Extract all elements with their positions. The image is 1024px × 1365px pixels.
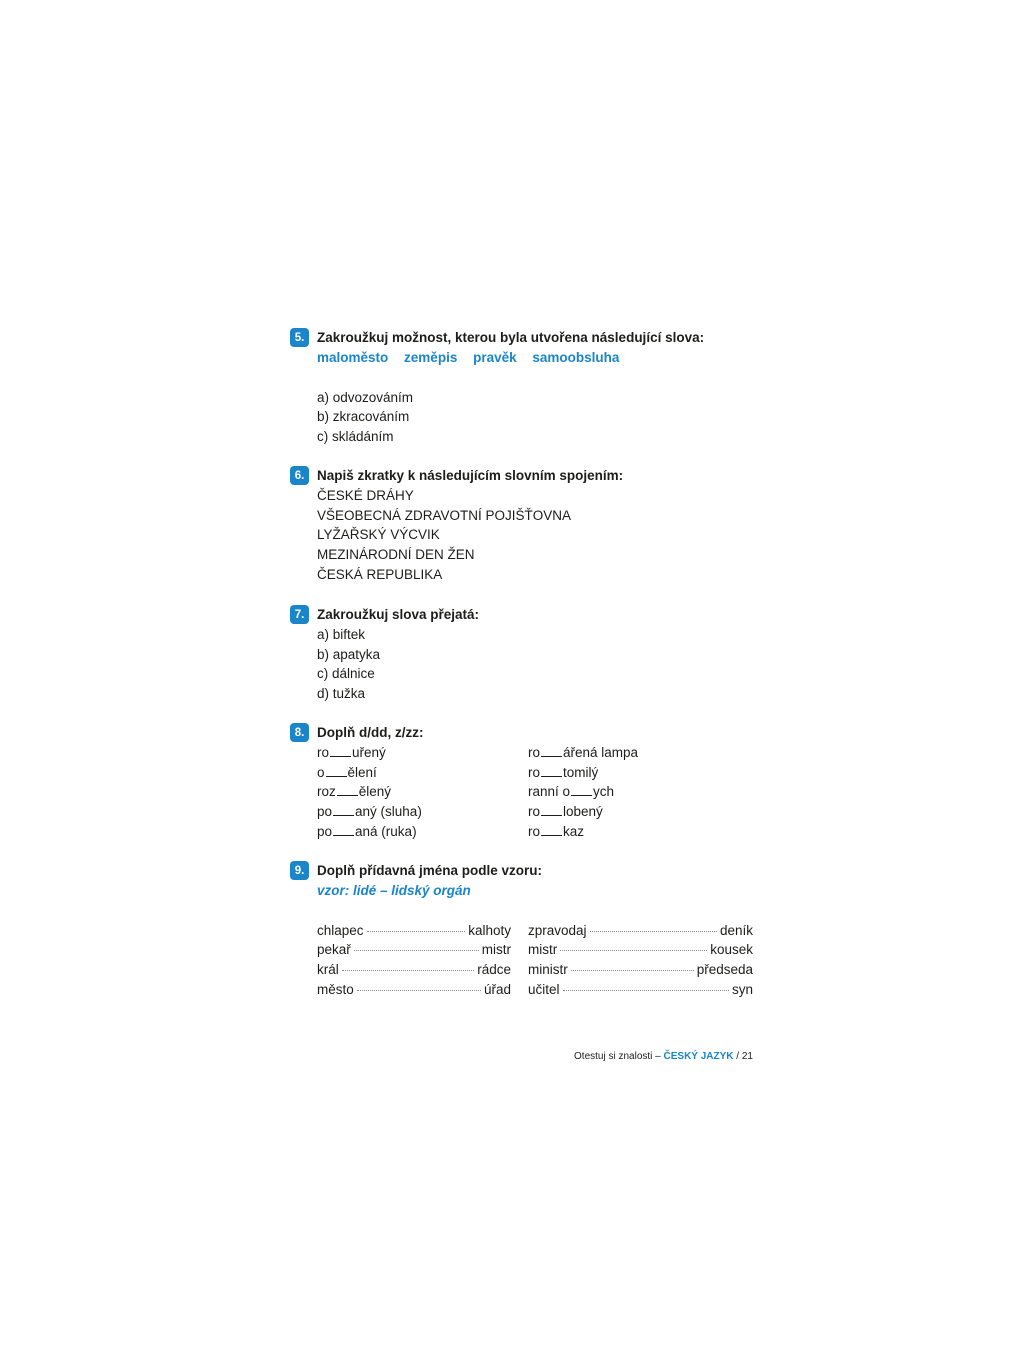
word: pravěk xyxy=(473,350,517,365)
option[interactable]: d) tužka xyxy=(317,686,366,702)
task-5 xyxy=(290,328,760,447)
fill-column-left xyxy=(317,743,528,841)
phrase-item: LYŽAŘSKÝ VÝCVIK xyxy=(317,527,440,543)
task-number-badge: 5. xyxy=(290,328,309,347)
fill-word: ro kaz xyxy=(528,823,585,839)
fill-word: o ělení xyxy=(317,764,377,780)
option[interactable]: b) zkracováním xyxy=(317,409,410,425)
adjective-row: král rádce xyxy=(317,962,511,978)
option[interactable]: a) biftek xyxy=(317,627,366,642)
task-6 xyxy=(290,466,760,584)
blank-field[interactable] xyxy=(333,834,354,836)
dotted-answer-line[interactable] xyxy=(354,950,479,951)
phrase-item: ČESKÁ REPUBLIKA xyxy=(317,566,443,582)
blank-field[interactable] xyxy=(541,814,562,816)
fill-word: roz ělený xyxy=(317,784,392,800)
task-heading: Zakroužkuj slova přejatá: xyxy=(317,607,480,622)
dotted-answer-line[interactable] xyxy=(342,970,474,971)
dotted-answer-line[interactable] xyxy=(357,990,481,991)
blank-field[interactable] xyxy=(541,775,562,777)
fill-word: ro lobený xyxy=(528,804,603,820)
dotted-answer-line[interactable] xyxy=(571,970,694,971)
blank-field[interactable] xyxy=(541,755,562,757)
footer-prefix: Otestuj si znalosti – xyxy=(574,1051,664,1062)
word: maloměsto xyxy=(317,350,389,365)
adjective-row: zpravodaj deník xyxy=(528,922,753,938)
task-heading: Doplň d/dd, z/zz: xyxy=(317,725,424,740)
page-number: / 21 xyxy=(733,1051,753,1062)
adjective-row: město úřad xyxy=(317,981,511,997)
blank-field[interactable] xyxy=(571,794,592,796)
task-heading: Doplň přídavná jména podle vzoru: xyxy=(317,863,543,878)
dotted-answer-line[interactable] xyxy=(367,931,466,932)
fill-column-right xyxy=(528,743,748,841)
dotted-answer-line[interactable] xyxy=(590,931,717,932)
task-heading: Zakroužkuj možnost, kterou byla utvořena následující slova: xyxy=(317,330,705,345)
option[interactable]: a) odvozováním xyxy=(317,389,414,405)
task-heading: Napiš zkratky k následujícím slovním spojením: xyxy=(317,468,624,483)
dotted-answer-line[interactable] xyxy=(563,990,729,991)
phrase-item: MEZINÁRODNÍ DEN ŽEN xyxy=(317,547,475,563)
example-line: vzor: lidé – lidský orgán xyxy=(317,883,471,898)
blank-field[interactable] xyxy=(326,775,347,777)
adjective-row: učitel syn xyxy=(528,981,753,997)
task-number-badge: 6. xyxy=(290,466,309,485)
page-footer xyxy=(574,1051,753,1062)
fill-word: ro tomilý xyxy=(528,764,599,780)
adjective-row: mistr kousek xyxy=(528,942,753,958)
option[interactable]: c) skládáním xyxy=(317,429,394,445)
adjective-column-right xyxy=(528,921,753,1000)
task-9 xyxy=(290,861,760,999)
fill-word: po aný (sluha) xyxy=(317,804,422,820)
word: zeměpis xyxy=(404,350,458,365)
blank-field[interactable] xyxy=(333,814,354,816)
phrase-item: ČESKÉ DRÁHY xyxy=(317,488,414,503)
blank-field[interactable] xyxy=(541,834,562,836)
task-7 xyxy=(290,605,760,704)
task-number-badge: 8. xyxy=(290,723,309,742)
footer-subject: ČESKÝ JAZYK xyxy=(663,1051,734,1062)
dotted-answer-line[interactable] xyxy=(560,950,707,951)
task-number-badge: 7. xyxy=(290,605,309,624)
task-number-badge: 9. xyxy=(290,861,309,880)
fill-word: ranní o ych xyxy=(528,784,615,800)
fill-word: po aná (ruka) xyxy=(317,823,417,839)
word-list xyxy=(317,348,760,368)
adjective-column-left xyxy=(317,921,511,1000)
option[interactable]: b) apatyka xyxy=(317,646,381,662)
fill-word: ro ářená lampa xyxy=(528,745,639,760)
blank-field[interactable] xyxy=(330,755,351,757)
word: samoobsluha xyxy=(532,350,620,365)
option[interactable]: c) dálnice xyxy=(317,666,375,682)
task-8 xyxy=(290,723,760,841)
blank-field[interactable] xyxy=(337,794,358,796)
adjective-row: chlapec kalhoty xyxy=(317,922,511,938)
adjective-row: pekař mistr xyxy=(317,942,511,958)
phrase-item: VŠEOBECNÁ ZDRAVOTNÍ POJIŠŤOVNA xyxy=(317,507,572,523)
fill-word: ro uřený xyxy=(317,745,386,760)
adjective-row: ministr předseda xyxy=(528,962,753,978)
